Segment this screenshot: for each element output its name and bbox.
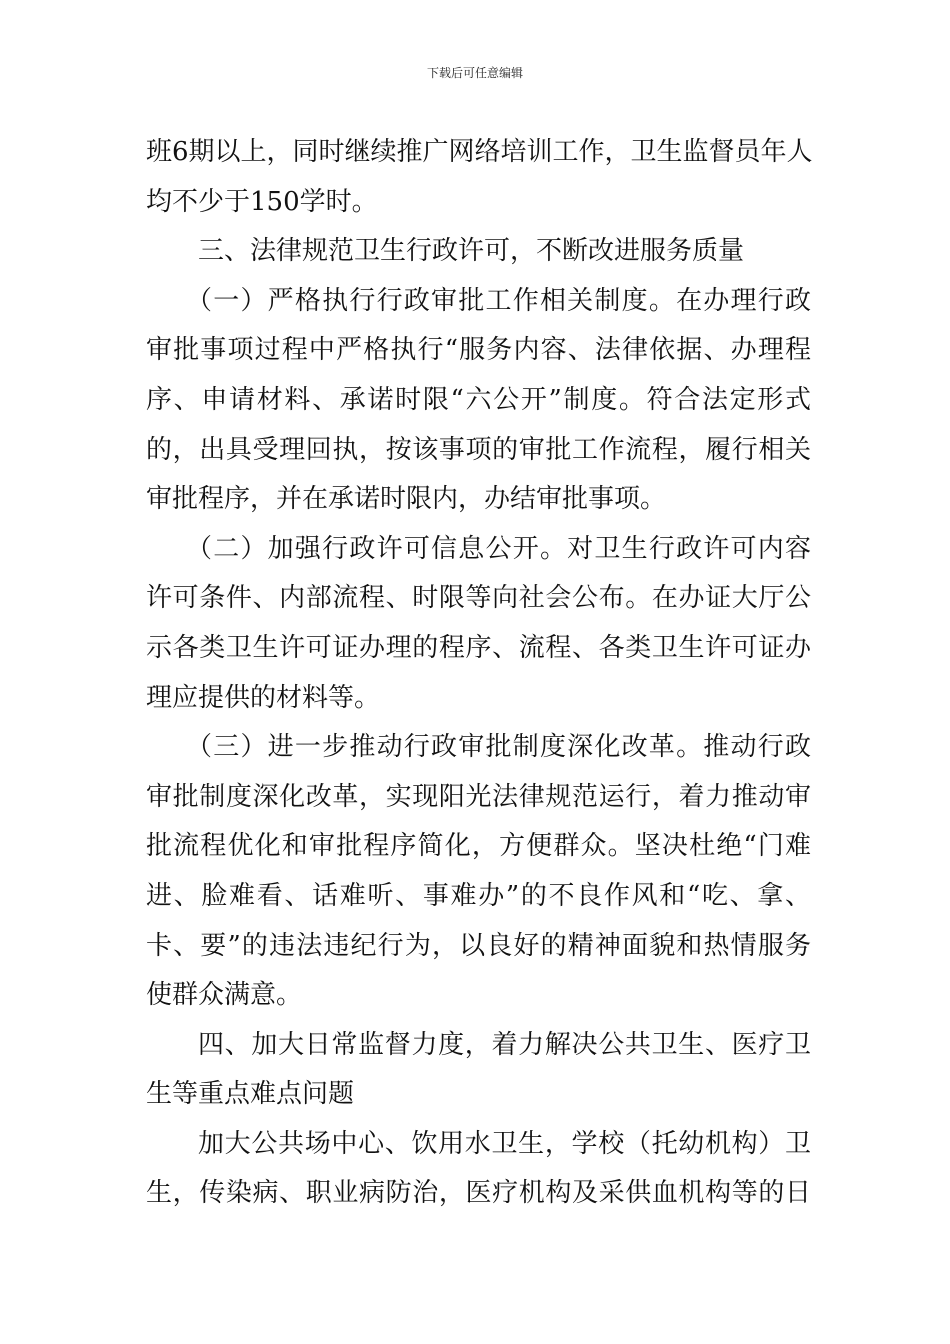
text-line: （二）加强行政许可信息公开。对卫生行政许可内容 — [186, 533, 811, 564]
page-header-note: 下载后可任意编辑 — [426, 66, 523, 80]
text-line: 加大公共场中心、饮用水卫生，学校（托幼机构）卫 — [198, 1128, 811, 1159]
text-line: 进、脸难看、话难听、事难办”的不良作风和“吃、拿、 — [146, 880, 811, 911]
text-line: 使群众满意。 — [146, 980, 303, 1011]
text-line: 示各类卫生许可证办理的程序、流程、各类卫生许可证办 — [146, 632, 811, 663]
text-line: 审批程序，并在承诺时限内，办结审批事项。 — [146, 484, 667, 515]
text-line: 卡、要”的违法违纪行为，以良好的精神面貌和热情服务 — [146, 930, 811, 961]
text-line: 的，出具受理回执，按该事项的审批工作流程，履行相关 — [146, 434, 811, 465]
section-heading: 生等重点难点问题 — [146, 1079, 355, 1110]
text-line: 批流程优化和审批程序简化，方便群众。坚决杜绝“门难 — [146, 831, 811, 862]
text-line: 理应提供的材料等。 — [146, 682, 381, 713]
document-body — [146, 128, 811, 1219]
section-heading: 三、法律规范卫生行政许可，不断改进服务质量 — [198, 236, 745, 267]
text-line: （三）进一步推动行政审批制度深化改革。推动行政 — [186, 732, 811, 763]
text-line: 许可条件、内部流程、时限等向社会公布。在办证大厅公 — [146, 583, 811, 614]
text-line: 序、申请材料、承诺时限“六公开”制度。符合法定形式 — [146, 384, 811, 415]
text-line: 均不少于150学时。 — [146, 186, 378, 217]
section-heading: 四、加大日常监督力度，着力解决公共卫生、医疗卫 — [198, 1029, 811, 1060]
text-line: 生，传染病、职业病防治，医疗机构及采供血机构等的日 — [146, 1178, 811, 1209]
text-line: 审批事项过程中严格执行“服务内容、法律依据、办理程 — [146, 335, 811, 366]
text-line: 班6期以上，同时继续推广网络培训工作，卫生监督员年人 — [146, 137, 813, 167]
text-line: （一）严格执行行政审批工作相关制度。在办理行政 — [186, 285, 811, 316]
text-line: 审批制度深化改革，实现阳光法律规范运行，着力推动审 — [146, 781, 811, 812]
